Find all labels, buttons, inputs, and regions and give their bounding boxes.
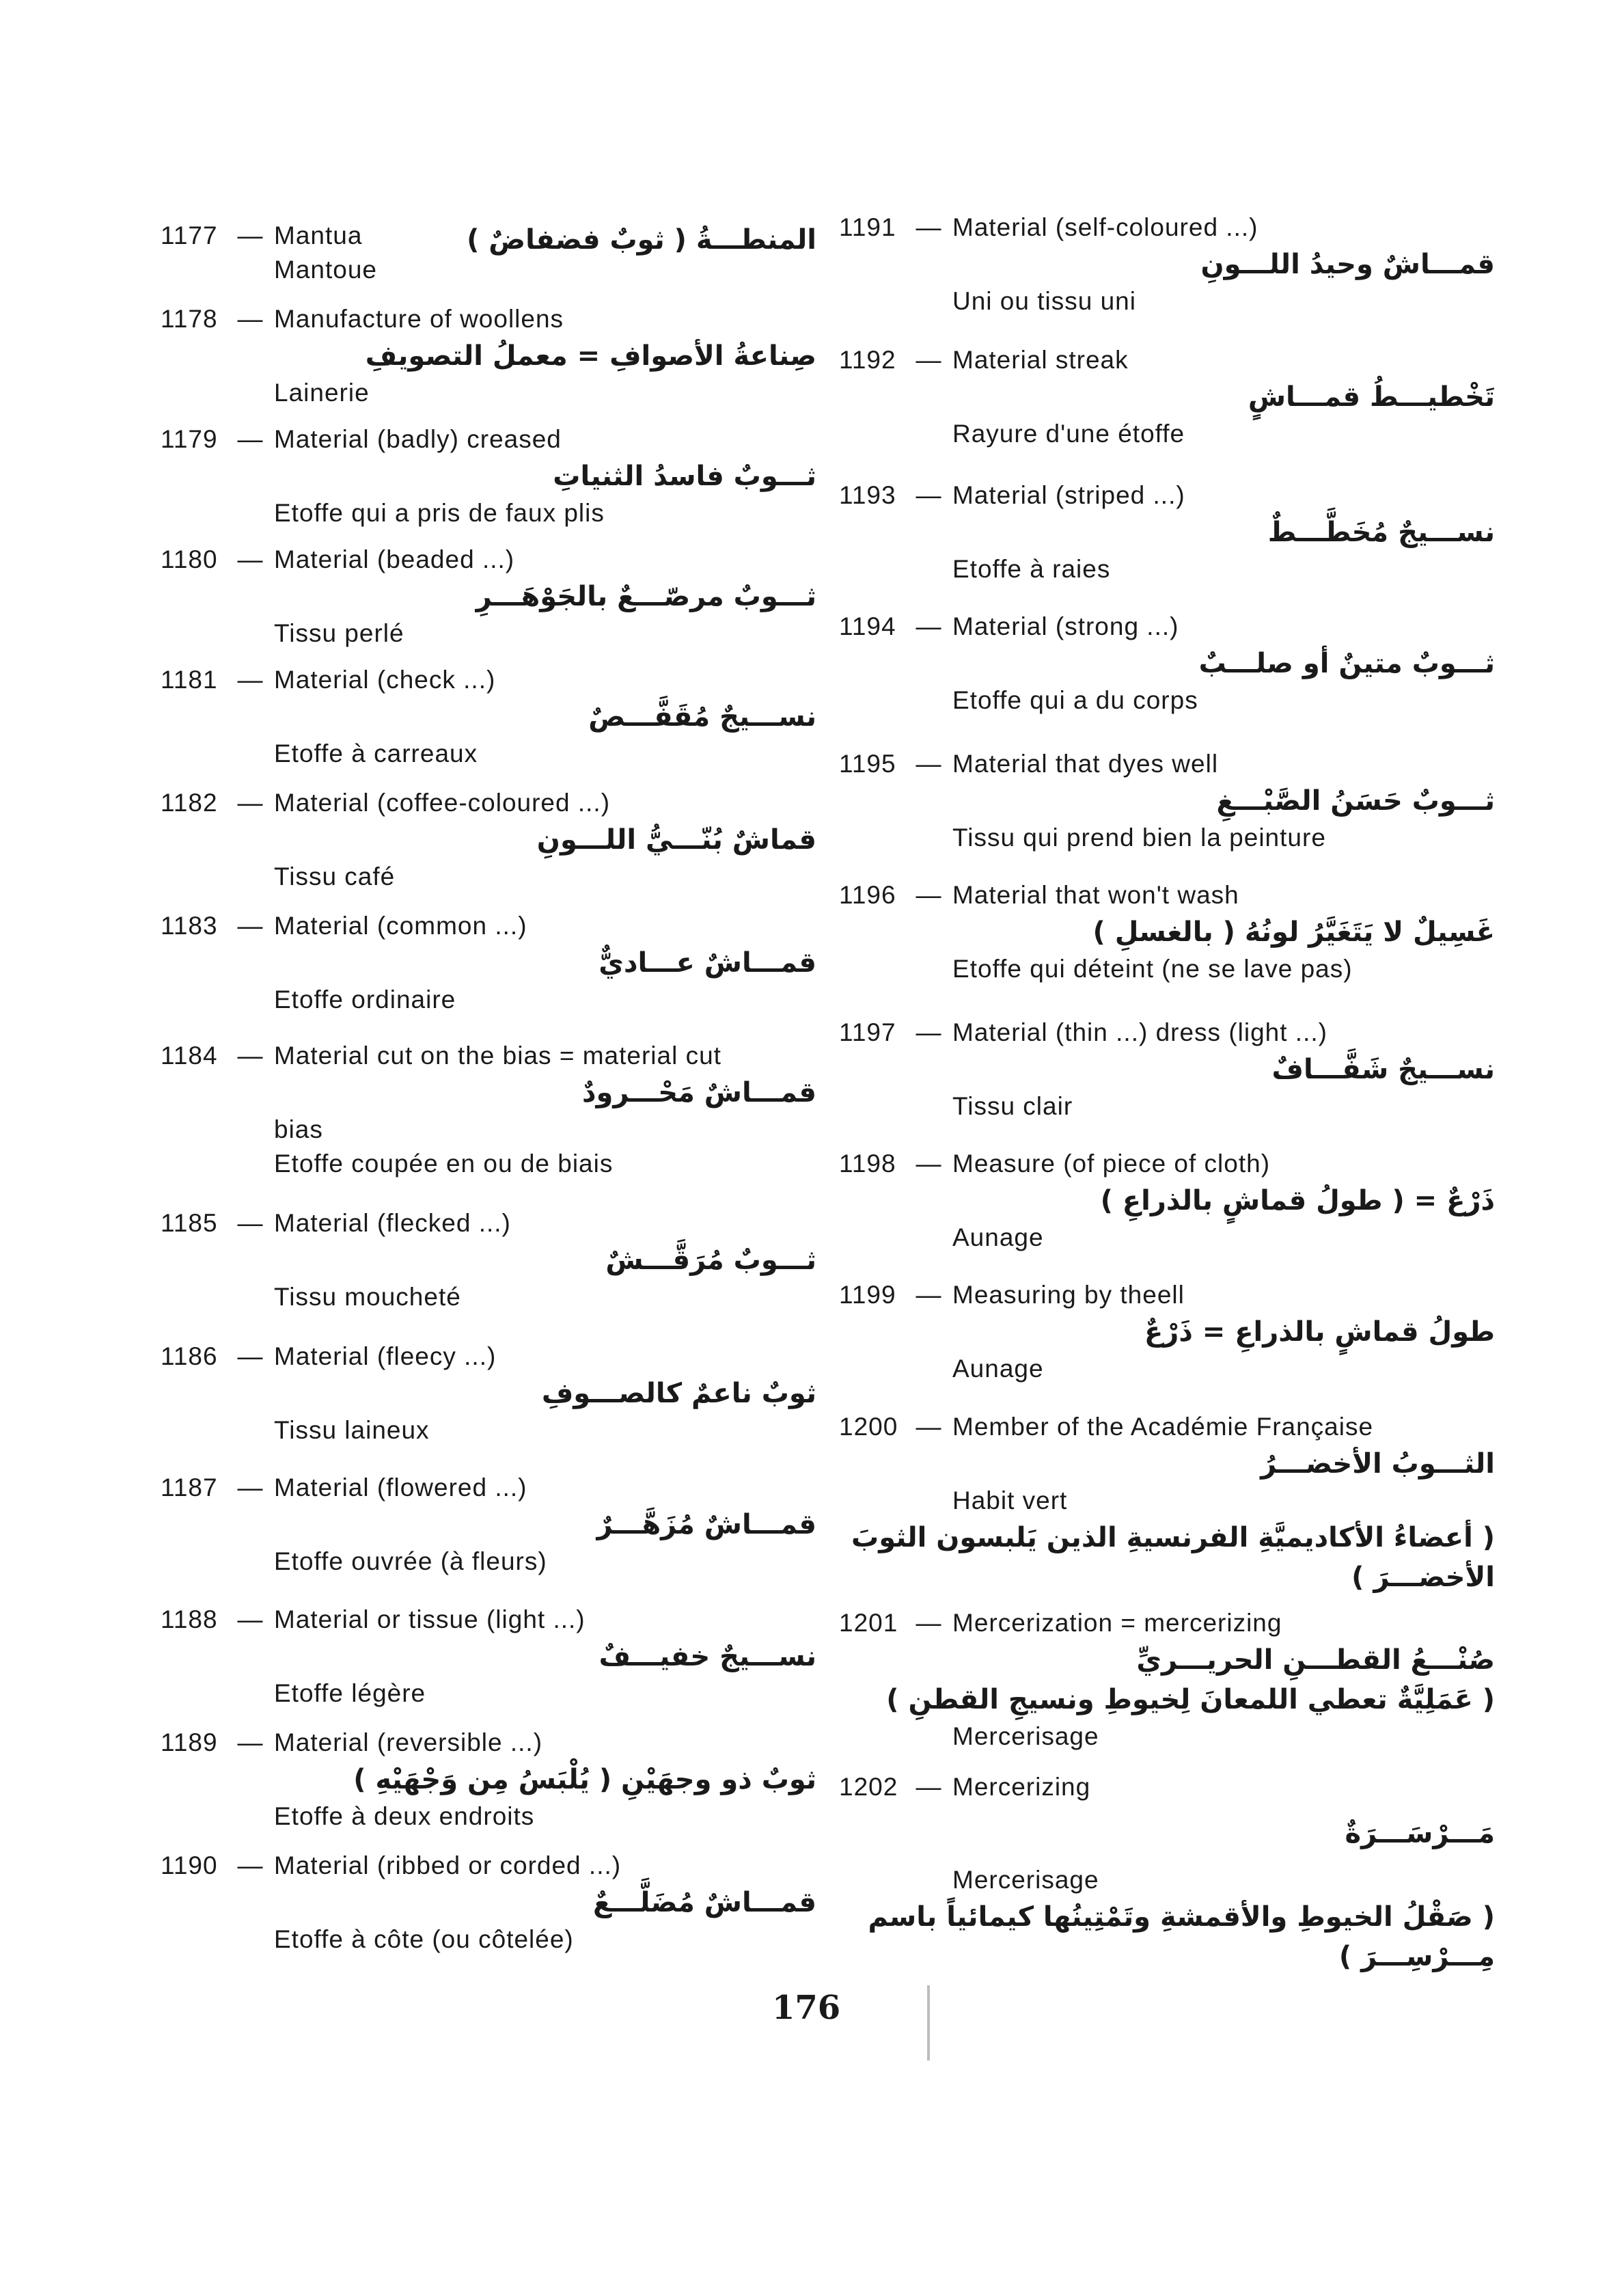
entry-number: 1182 (161, 789, 218, 817)
entry-dash: — (916, 612, 941, 640)
entry-1198 (839, 1147, 1495, 1255)
entry-number: 1199 (839, 1281, 896, 1309)
margin-mark (927, 1985, 930, 2061)
entry-dash: — (916, 750, 941, 778)
arabic-note: ( أعضاءُ الأكاديميَّةِ الفرنسيةِ الذين يَلبسون الثوبَ الأخضـــرَ ) (851, 1522, 1495, 1593)
entry-1181 (161, 663, 816, 771)
arabic-term: ثـــوبٌ حَسَنُ الصَّبْـــغِ (1216, 785, 1495, 817)
french-term: Aunage (952, 1223, 1044, 1251)
english-term-continued: bias (274, 1115, 323, 1143)
french-term: Etoffe ouvrée (à fleurs) (274, 1547, 547, 1575)
arabic-term: صُنْـــعُ القطـــنِ الحريـــريِّ (1136, 1644, 1495, 1676)
french-term: Etoffe coupée en ou de biais (274, 1150, 614, 1178)
entry-dash: — (237, 305, 263, 333)
english-term: Mantua (274, 221, 363, 249)
english-term: Member of the Académie Française (952, 1413, 1374, 1441)
arabic-term: نســـيجٌ شَفَّـــافٌ (1271, 1054, 1495, 1085)
entry-1187 (161, 1471, 816, 1579)
entry-1182 (161, 786, 816, 894)
entry-1202 (839, 1770, 1495, 1976)
english-term: Material (flowered ...) (274, 1473, 527, 1501)
entry-dash: — (237, 912, 263, 940)
entry-number: 1184 (161, 1042, 218, 1070)
arabic-term: غَسِيلٌ لا يَتَغَيَّرُ لونُهُ ( بالغسلِ ) (1092, 916, 1495, 948)
arabic-term: قمـــاشٌ وحيدُ اللـــونِ (1200, 249, 1495, 280)
french-term: Etoffe ordinaire (274, 985, 456, 1014)
french-term: Etoffe qui a pris de faux plis (274, 499, 605, 527)
english-term: Material (thin ...) dress (light ...) (952, 1018, 1327, 1046)
arabic-term: نســـيجٌ خفيـــفٌ (598, 1641, 816, 1672)
entry-1196 (839, 878, 1495, 986)
entry-1189 (161, 1726, 816, 1834)
entry-dash: — (916, 881, 941, 909)
arabic-term: قمـــاشٌ عـــاديٌّ (598, 947, 816, 979)
entry-number: 1191 (839, 213, 896, 241)
arabic-term: قمـــاشٌ مَحْـــرودٌ (581, 1077, 816, 1109)
entry-number: 1179 (161, 425, 218, 453)
french-term: Etoffe à raies (952, 555, 1111, 583)
entry-dash: — (237, 666, 263, 694)
entry-dash: — (237, 425, 263, 453)
arabic-term: قمـــاشٌ مُزَهَّـــرٌ (596, 1509, 816, 1540)
french-term: Rayure d'une étoffe (952, 420, 1185, 448)
english-term: Material (beaded ...) (274, 545, 515, 573)
entry-number: 1197 (839, 1018, 896, 1046)
entry-1192 (839, 343, 1495, 451)
entry-number: 1194 (839, 612, 896, 640)
entry-dash: — (237, 1851, 263, 1879)
entry-number: 1200 (839, 1413, 898, 1441)
entry-1197 (839, 1016, 1495, 1124)
entry-1188 (161, 1603, 816, 1711)
arabic-term: طولُ قماشٍ بالذراعِ = ذَرْعٌ (1144, 1316, 1495, 1348)
entry-1179 (161, 422, 816, 530)
entry-dash: — (916, 213, 941, 241)
arabic-term: ثـــوبٌ فاسدُ الثنياتِ (553, 461, 816, 492)
french-term: Etoffe à carreaux (274, 739, 478, 767)
french-term: Etoffe qui déteint (ne se lave pas) (952, 955, 1353, 983)
english-term: Mercerization = mercerizing (952, 1609, 1282, 1637)
french-term: Tissu qui prend bien la peinture (952, 824, 1326, 852)
english-term: Material (ribbed or corded ...) (274, 1851, 622, 1879)
entry-number: 1187 (161, 1473, 218, 1501)
entry-1186 (161, 1340, 816, 1447)
entry-1180 (161, 543, 816, 651)
french-term: Tissu laineux (274, 1416, 430, 1444)
entry-dash: — (916, 1281, 941, 1309)
entry-number: 1180 (161, 545, 218, 573)
french-term: Tissu perlé (274, 619, 404, 647)
entry-number: 1201 (839, 1609, 898, 1637)
entry-number: 1183 (161, 912, 218, 940)
french-term: Uni ou tissu uni (952, 287, 1136, 315)
entry-number: 1186 (161, 1342, 218, 1370)
arabic-term: قمـــاشٌ مُضَلَّـــعٌ (592, 1887, 816, 1918)
arabic-term: صِناعةُ الأصوافِ = معملُ التصويفِ (365, 340, 816, 372)
english-term: Material or tissue (light ...) (274, 1605, 586, 1633)
english-term: Manufacture of woollens (274, 305, 564, 333)
entry-dash: — (916, 1773, 941, 1801)
entry-number: 1198 (839, 1150, 896, 1178)
entry-1183 (161, 909, 816, 1017)
arabic-term: نســـيجٌ مُقَفَّـــصٌ (588, 701, 816, 733)
entry-dash: — (916, 1413, 941, 1441)
french-term: Mercerisage (952, 1722, 1099, 1750)
entry-1201 (839, 1606, 1495, 1754)
arabic-term: نســـيجٌ مُخَطَّـــطٌ (1267, 517, 1495, 548)
entry-number: 1190 (161, 1851, 218, 1879)
entry-dash: — (916, 346, 941, 374)
french-term: Lainerie (274, 379, 370, 407)
french-term: Mercerisage (952, 1866, 1099, 1894)
entry-number: 1189 (161, 1728, 218, 1756)
arabic-note: ( صَقْلُ الخيوطِ والأقمشةِ وتَمْتِينُها كيمائياً باسم مِـــرْسِـــرَ ) (868, 1901, 1495, 1972)
entry-dash: — (916, 1609, 941, 1637)
entry-dash: — (237, 221, 263, 249)
english-term: Material (flecked ...) (274, 1209, 511, 1237)
entry-number: 1193 (839, 481, 896, 509)
arabic-term: تَخْطيـــطُ قمـــاشٍ (1248, 381, 1495, 413)
french-term: Etoffe à deux endroits (274, 1802, 535, 1830)
arabic-term: ثوبٌ ناعمٌ كالصـــوفِ (541, 1378, 816, 1409)
entry-dash: — (237, 545, 263, 573)
french-term: Mantoue (274, 256, 377, 284)
english-term: Mercerizing (952, 1773, 1091, 1801)
entry-number: 1185 (161, 1209, 218, 1237)
french-term: Tissu moucheté (274, 1283, 461, 1311)
english-term: Material (common ...) (274, 912, 527, 940)
entry-1199 (839, 1278, 1495, 1386)
french-term: Etoffe qui a du corps (952, 686, 1198, 714)
english-term: Material that won't wash (952, 881, 1239, 909)
english-term: Material (reversible ...) (274, 1728, 543, 1756)
french-term: Etoffe légère (274, 1679, 426, 1707)
french-term: Tissu café (274, 862, 396, 891)
entry-1193 (839, 478, 1495, 586)
arabic-term: مَـــرْسَـــرَةٌ (1345, 1818, 1495, 1849)
entry-1178 (161, 302, 816, 410)
english-term: Material (coffee-coloured ...) (274, 789, 611, 817)
entry-dash: — (237, 789, 263, 817)
entry-dash: — (916, 1150, 941, 1178)
english-term: Measuring by theell (952, 1281, 1185, 1309)
english-term: Material (badly) creased (274, 425, 562, 453)
entry-dash: — (237, 1728, 263, 1756)
english-term: Measure (of piece of cloth) (952, 1150, 1271, 1178)
entry-dash: — (237, 1605, 263, 1633)
arabic-term: قماشٌ بُنّـــيُّ اللـــونِ (536, 824, 816, 856)
english-term: Material that dyes well (952, 750, 1219, 778)
entry-number: 1177 (161, 221, 218, 249)
entry-1195 (839, 747, 1495, 855)
english-term: Material (fleecy ...) (274, 1342, 497, 1370)
entry-1194 (839, 610, 1495, 718)
entry-dash: — (916, 1018, 941, 1046)
entry-dash: — (237, 1473, 263, 1501)
english-term: Material (self-coloured ...) (952, 213, 1258, 241)
entry-number: 1188 (161, 1605, 218, 1633)
entry-1184 (161, 1039, 816, 1181)
french-term: Etoffe à côte (ou côtelée) (274, 1925, 574, 1953)
entry-1185 (161, 1206, 816, 1314)
entry-1177 (161, 219, 816, 287)
entry-number: 1202 (839, 1773, 898, 1801)
french-term: Aunage (952, 1355, 1044, 1383)
arabic-note: ( عَمَلِيَّةٌ تعطي اللمعانَ لِخيوطِ ونسيجِ القطنِ ) (886, 1684, 1495, 1715)
english-term: Material (check ...) (274, 666, 496, 694)
entry-number: 1178 (161, 305, 218, 333)
entry-dash: — (237, 1342, 263, 1370)
entry-number: 1196 (839, 881, 896, 909)
page-number: 176 (772, 1989, 841, 2027)
english-term: Material streak (952, 346, 1129, 374)
entry-1190 (161, 1849, 816, 1957)
arabic-term: الثـــوبُ الأخضـــرُ (1261, 1448, 1495, 1480)
french-term: Habit vert (952, 1486, 1068, 1514)
arabic-term: ذَرْعٌ = ( طولُ قماشٍ بالذراعِ ) (1100, 1185, 1495, 1216)
entry-number: 1195 (839, 750, 896, 778)
arabic-term: ثـــوبٌ مُرَقَّـــشٌ (605, 1245, 816, 1276)
entry-1191 (839, 210, 1495, 318)
arabic-term: ثوبٌ ذو وجهَيْنِ ( يُلْبَسُ مِن وَجْهَيْهِ ) (353, 1764, 816, 1795)
arabic-term: المنطـــةُ ( ثوبٌ فضفاضٌ ) (467, 224, 816, 256)
entry-1200 (839, 1410, 1495, 1597)
english-term: Material cut on the bias = material cut (274, 1042, 721, 1070)
arabic-term: ثـــوبٌ متينٌ أو صلـــبٌ (1198, 648, 1495, 679)
arabic-term: ثـــوبٌ مرصّـــعٌ بالجَوْهَـــرِ (476, 581, 816, 612)
french-term: Tissu clair (952, 1092, 1073, 1120)
entry-number: 1192 (839, 346, 896, 374)
english-term: Material (striped ...) (952, 481, 1185, 509)
entry-number: 1181 (161, 666, 218, 694)
english-term: Material (strong ...) (952, 612, 1179, 640)
entry-dash: — (237, 1209, 263, 1237)
entry-dash: — (916, 481, 941, 509)
entry-dash: — (237, 1042, 263, 1070)
